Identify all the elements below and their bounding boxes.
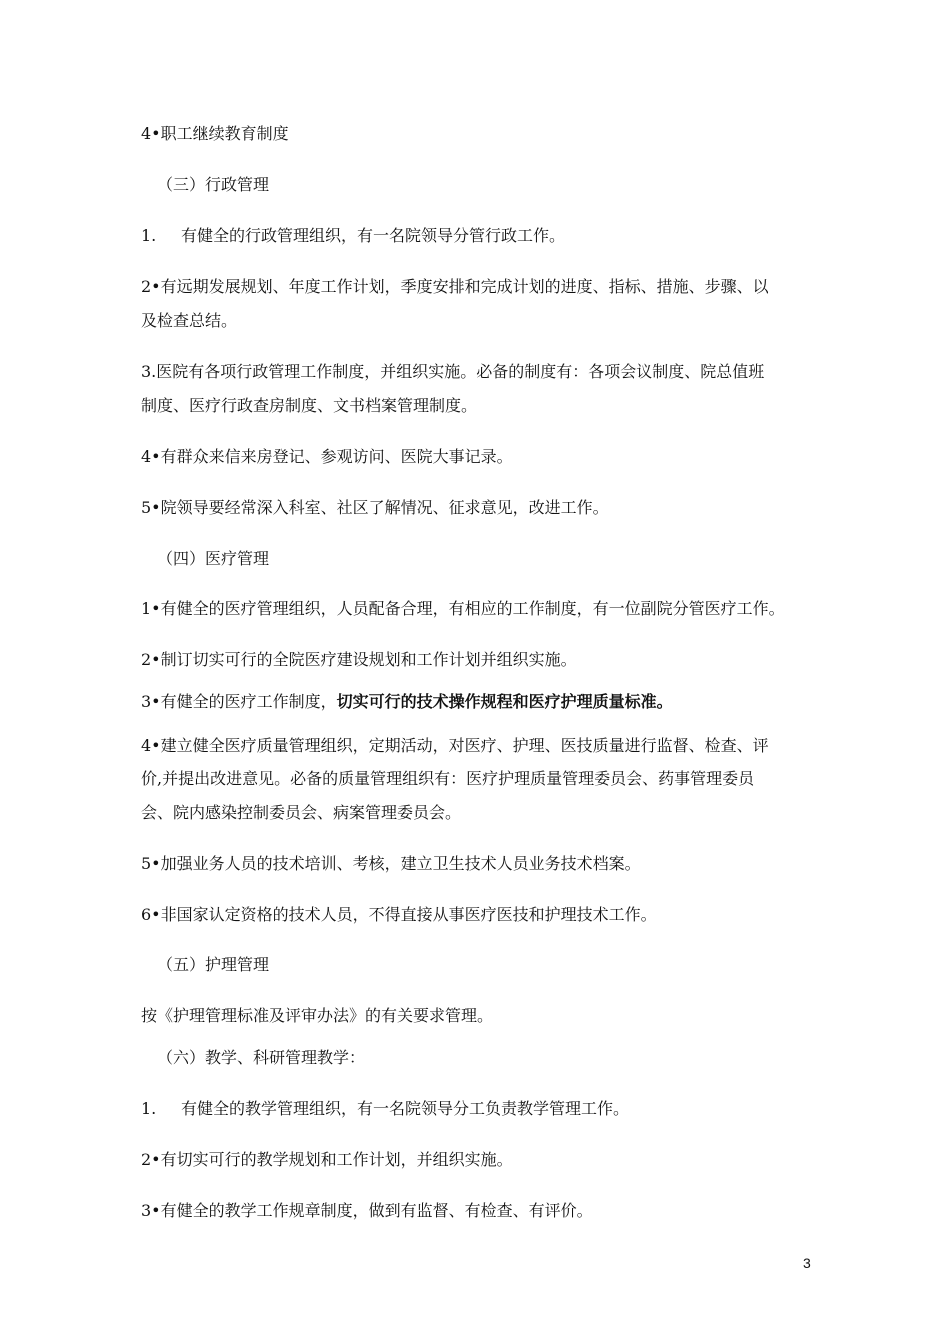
paragraph-bold-text: 切实可行的技术操作规程和医疗护理质量标准。 [336,692,673,711]
paragraph: 1•有健全的医疗管理组织，人员配备合理，有相应的工作制度，有一位副院分管医疗工作。 [141,599,785,618]
list-number: 1. [141,226,157,245]
paragraph: 价,并提出改进意见。必备的质量管理组织有：医疗护理质量管理委员会、药事管理委员 [141,769,755,788]
page-number: 3 [803,1255,811,1271]
paragraph: 2•有远期发展规划、年度工作计划，季度安排和完成计划的进度、指标、措施、步骤、以 [141,277,769,296]
paragraph: 4•建立健全医疗质量管理组织，定期活动，对医疗、护理、医技质量进行监督、检查、评 [141,736,769,755]
paragraph: 5•加强业务人员的技术培训、考核，建立卫生技术人员业务技术档案。 [141,854,641,873]
paragraph: 6•非国家认定资格的技术人员，不得直接从事医疗医技和护理技术工作。 [141,905,657,924]
list-text: 有健全的行政管理组织，有一名院领导分管行政工作。 [181,226,566,245]
paragraph: 2•制订切实可行的全院医疗建设规划和工作计划并组织实施。 [141,650,577,669]
paragraph-text: 3•有健全的医疗工作制度， [141,692,337,711]
paragraph: 按《护理管理标准及评审办法》的有关要求管理。 [141,1006,494,1025]
section-heading: （四）医疗管理 [157,549,270,568]
section-heading: （六）教学、科研管理教学： [157,1048,366,1067]
paragraph: 及检查总结。 [141,311,238,330]
paragraph: 2•有切实可行的教学规划和工作计划，并组织实施。 [141,1150,513,1169]
paragraph [141,692,673,712]
paragraph: 会、院内感染控制委员会、病案管理委员会。 [141,803,462,822]
list-number: 1. [141,1099,157,1118]
paragraph: 4•职工继续教育制度 [141,124,289,143]
list-item [141,226,565,246]
list-text: 有健全的教学管理组织，有一名院领导分工负责教学管理工作。 [181,1099,630,1118]
paragraph: 3•有健全的教学工作规章制度，做到有监督、有检查、有评价。 [141,1201,593,1220]
paragraph: 3.医院有各项行政管理工作制度，并组织实施。必备的制度有：各项会议制度、院总值班 [141,362,765,381]
paragraph: 5•院领导要经常深入科室、社区了解情况、征求意见，改进工作。 [141,498,609,517]
section-heading: （五）护理管理 [157,955,270,974]
paragraph: 制度、医疗行政查房制度、文书档案管理制度。 [141,396,478,415]
section-heading: （三）行政管理 [157,175,270,194]
paragraph: 4•有群众来信来房登记、参观访问、医院大事记录。 [141,447,513,466]
list-item [141,1099,629,1119]
